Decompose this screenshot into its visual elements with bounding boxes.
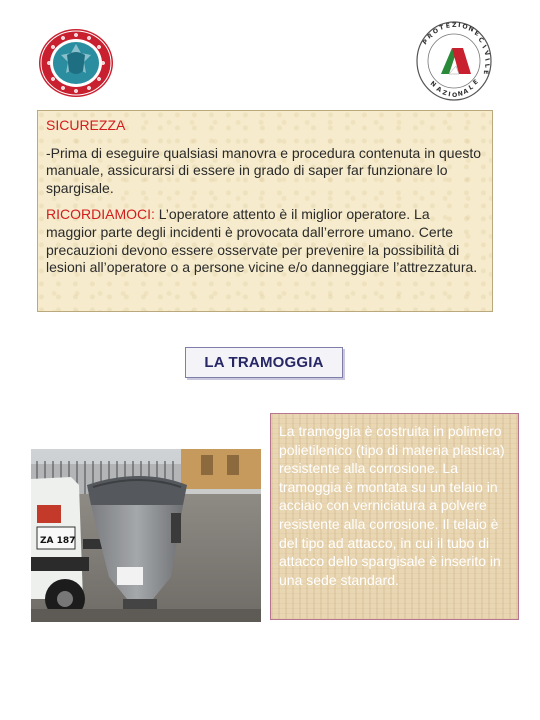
club-seal-logo (37, 27, 115, 99)
svg-text:I: I (457, 22, 461, 30)
svg-text:C: C (476, 36, 485, 45)
svg-text:R: R (426, 32, 435, 41)
svg-text:N: N (457, 90, 464, 98)
protezione-civile-logo (415, 18, 493, 102)
svg-text:P: P (421, 38, 430, 47)
svg-text:A: A (435, 85, 443, 95)
salt-spreader-photo (31, 449, 261, 622)
protezione-civile-icon (415, 18, 493, 102)
svg-text:I: I (483, 57, 491, 62)
club-seal-icon (37, 27, 115, 99)
svg-text:Z: Z (441, 89, 448, 98)
safety-paragraph: -Prima di eseguire qualsiasi manovra e procedura contenuta in questo manuale, assicurarsi di essere in grado di saper far funzionare lo spargisale. (46, 144, 482, 196)
svg-text:E: E (445, 22, 451, 30)
svg-text:A: A (462, 87, 470, 96)
license-plate-text: ZA 187 (40, 536, 76, 546)
svg-text:O: O (431, 27, 440, 36)
svg-text:N: N (428, 80, 438, 89)
svg-text:L: L (467, 83, 475, 92)
reminder-label: RICORDIAMOCI: (46, 206, 155, 223)
safety-reminder (46, 206, 484, 276)
svg-text:L: L (483, 63, 491, 69)
safety-notice-box (37, 110, 493, 312)
hopper-description: La tramoggia è costruita in polimero polietilenico (tipo di materia plastica) resistente alla corrosione. La tramoggia è montata su un telaio in acciaio con verniciatura a polvere resistente alla corrosione. Il telaio è del tipo ad attacco, in cui il tubo di attacco dello spargisale è inserito in una sede standard. (279, 423, 505, 588)
svg-text:O: O (461, 23, 469, 32)
salt-spreader-hopper-icon (31, 449, 261, 622)
svg-text:N: N (467, 25, 475, 34)
svg-text:V: V (482, 49, 491, 58)
svg-text:Z: Z (452, 22, 457, 29)
svg-text:T: T (438, 24, 445, 32)
section-title-tramoggia: LA TRAMOGGIA (185, 347, 343, 378)
reminder-text: L’operatore attento è il miglior operatore. La maggior parte degli incidenti è provocata dall’errore umano. Certe precauzioni devono essere osservate per prevenire la possibilità di lesioni all’operatore o a persone vicine e/o danneggiare l’attrezzatura. (46, 206, 478, 276)
hopper-description-box (270, 413, 519, 620)
safety-title: SICUREZZA (46, 117, 126, 133)
svg-text:I: I (447, 91, 451, 99)
svg-text:I: I (480, 43, 488, 51)
svg-text:E: E (473, 29, 481, 38)
svg-text:O: O (452, 92, 458, 99)
svg-text:E: E (481, 69, 489, 75)
svg-text:E: E (471, 78, 480, 87)
